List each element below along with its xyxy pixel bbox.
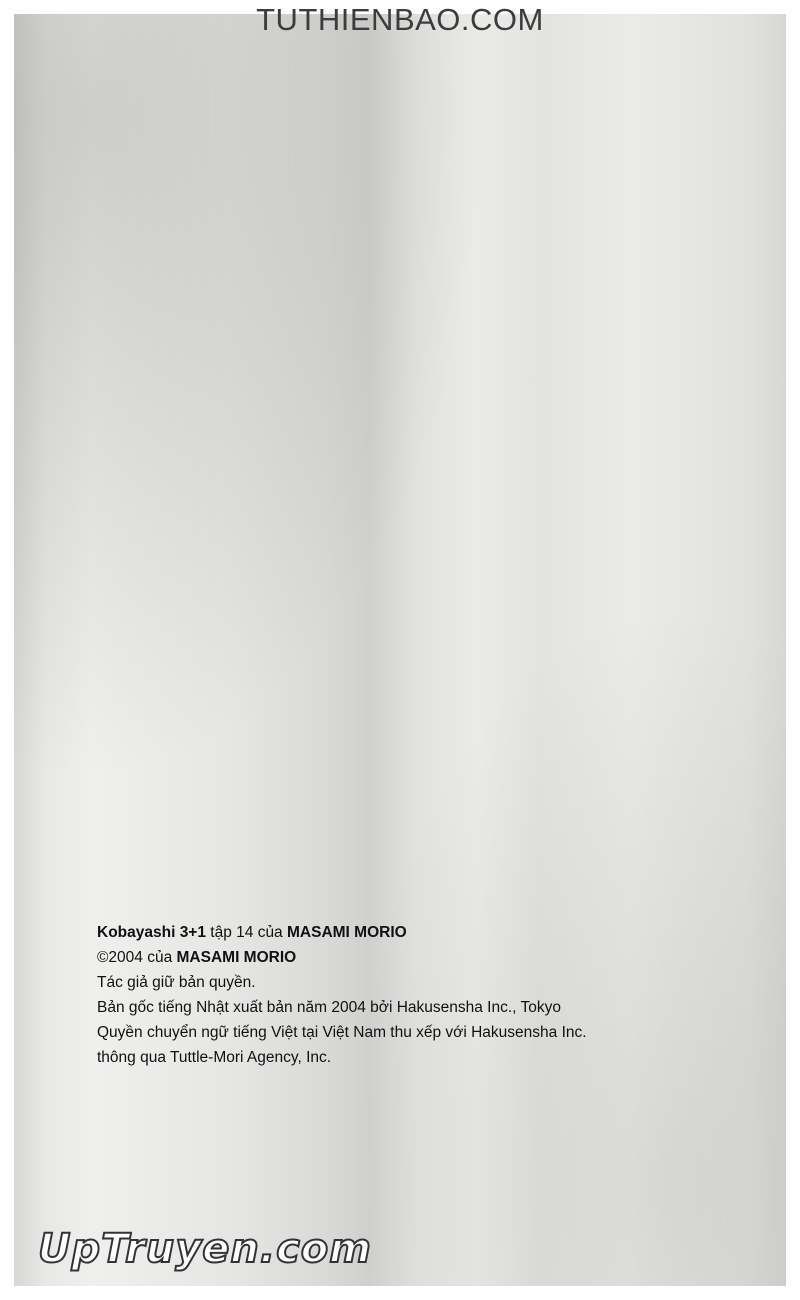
- watermark-bottom: UpTruyen.com: [38, 1226, 372, 1272]
- credits-line-rights: Tác giả giữ bản quyền.: [97, 974, 256, 991]
- credits-line-copyright: [97, 945, 777, 970]
- credits-block: [97, 920, 777, 1070]
- copyright-author: MASAMI MORIO: [176, 949, 297, 966]
- credits-line-agency: thông qua Tuttle-Mori Agency, Inc.: [97, 1049, 332, 1066]
- book-title: Kobayashi 3+1: [97, 924, 206, 941]
- scanned-page: [14, 14, 786, 1286]
- credits-line-original: Bản gốc tiếng Nhật xuất bản năm 2004 bởi Hakusensha Inc., Tokyo: [97, 999, 561, 1016]
- watermark-top: TUTHIENBAO.COM: [256, 2, 544, 37]
- credits-line-translation: Quyền chuyển ngữ tiếng Việt tại Việt Nam thu xếp với Hakusensha Inc.: [97, 1024, 587, 1041]
- volume-text: tập 14 của: [205, 924, 287, 941]
- credits-line-title: [97, 920, 777, 945]
- copyright-text: ©2004 của: [97, 949, 177, 966]
- author-name: MASAMI MORIO: [287, 924, 407, 941]
